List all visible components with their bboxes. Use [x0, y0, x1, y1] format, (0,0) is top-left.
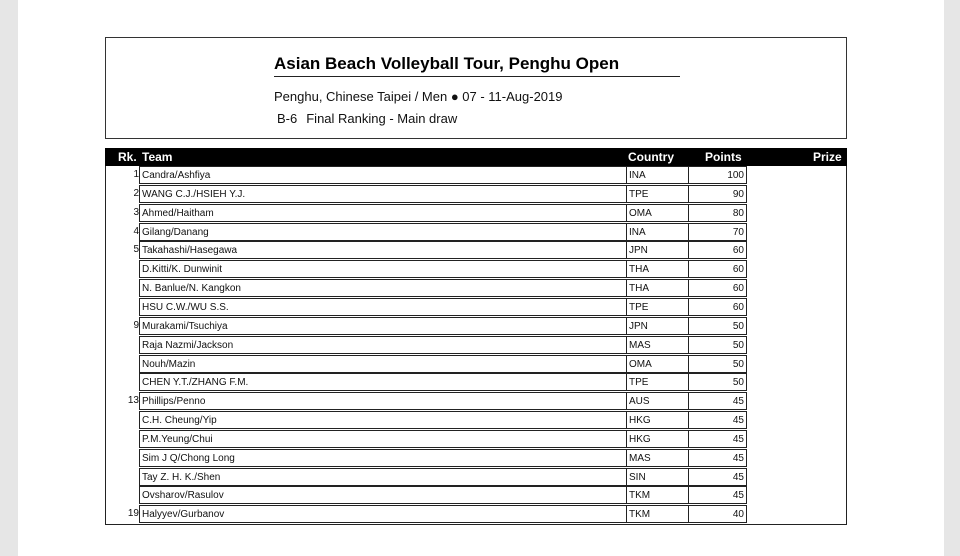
rank-cell [105, 411, 139, 429]
draw-line [277, 111, 457, 126]
document-title: Asian Beach Volleyball Tour, Penghu Open [274, 54, 620, 73]
country-cell: TKM [626, 486, 689, 504]
table-row [105, 279, 847, 298]
country-cell: INA [626, 166, 689, 184]
country-cell: THA [626, 279, 689, 297]
points-cell: 50 [689, 373, 747, 391]
column-header-points: Points [705, 150, 742, 164]
table-header [105, 148, 847, 166]
table-row [105, 336, 847, 355]
team-cell: P.M.Yeung/Chui [139, 430, 626, 448]
rank-cell [105, 486, 139, 504]
points-cell: 80 [689, 204, 747, 222]
table-row [105, 204, 847, 223]
points-cell: 45 [689, 486, 747, 504]
table-row [105, 430, 847, 449]
rank-cell [105, 430, 139, 448]
table-row [105, 411, 847, 430]
points-cell: 45 [689, 468, 747, 486]
table-row [105, 373, 847, 392]
team-cell: HSU C.W./WU S.S. [139, 298, 626, 316]
title-underline [274, 76, 680, 77]
table-row [105, 298, 847, 317]
table-row [105, 185, 847, 204]
points-cell: 90 [689, 185, 747, 203]
draw-code: B-6 [277, 111, 298, 126]
country-cell: OMA [626, 355, 689, 373]
rank-cell: 9 [133, 319, 139, 331]
team-cell: Sim J Q/Chong Long [139, 449, 626, 467]
team-cell: Ahmed/Haitham [139, 204, 626, 222]
country-cell: OMA [626, 204, 689, 222]
rank-cell [105, 279, 139, 297]
points-cell: 60 [689, 298, 747, 316]
table-row [105, 505, 847, 524]
table-row [105, 355, 847, 374]
country-cell: JPN [626, 317, 689, 335]
table-row [105, 260, 847, 279]
rank-cell [105, 468, 139, 486]
team-cell: C.H. Cheung/Yip [139, 411, 626, 429]
rank-cell: 5 [133, 244, 139, 256]
team-cell: Tay Z. H. K./Shen [139, 468, 626, 486]
country-cell: INA [626, 223, 689, 241]
table-row [105, 223, 847, 242]
draw-name: Final Ranking - Main draw [306, 111, 458, 126]
points-cell: 100 [689, 166, 747, 184]
rank-cell [105, 355, 139, 373]
table-row [105, 486, 847, 505]
points-cell: 45 [689, 392, 747, 410]
country-cell: AUS [626, 392, 689, 410]
country-cell: HKG [626, 430, 689, 448]
rank-cell [105, 373, 139, 391]
points-cell: 45 [689, 449, 747, 467]
column-header-prize: Prize [813, 150, 842, 164]
country-cell: TPE [626, 185, 689, 203]
country-cell: THA [626, 260, 689, 278]
team-cell: Ovsharov/Rasulov [139, 486, 626, 504]
rank-cell: 3 [133, 206, 139, 218]
rank-cell: 13 [127, 395, 139, 407]
team-cell: Candra/Ashfiya [139, 166, 626, 184]
team-cell: D.Kitti/K. Dunwinit [139, 260, 626, 278]
team-cell: Nouh/Mazin [139, 355, 626, 373]
column-header-team: Team [142, 150, 173, 164]
team-cell: WANG C.J./HSIEH Y.J. [139, 185, 626, 203]
points-cell: 40 [689, 505, 747, 523]
team-cell: Gilang/Danang [139, 223, 626, 241]
rank-cell [105, 260, 139, 278]
country-cell: MAS [626, 336, 689, 354]
table-row [105, 449, 847, 468]
rank-cell: 19 [127, 508, 139, 520]
points-cell: 45 [689, 430, 747, 448]
country-cell: TPE [626, 373, 689, 391]
table-row [105, 241, 847, 260]
points-cell: 50 [689, 336, 747, 354]
points-cell: 60 [689, 260, 747, 278]
rank-cell [105, 449, 139, 467]
table-row [105, 468, 847, 487]
rank-cell: 1 [133, 169, 139, 180]
points-cell: 60 [689, 279, 747, 297]
points-cell: 60 [689, 241, 747, 259]
team-cell: CHEN Y.T./ZHANG F.M. [139, 373, 626, 391]
country-cell: MAS [626, 449, 689, 467]
table-row [105, 166, 847, 185]
team-cell: Phillips/Penno [139, 392, 626, 410]
event-subtitle: Penghu, Chinese Taipei / Men ● 07 - 11-Aug-2019 [274, 89, 563, 104]
team-cell: Raja Nazmi/Jackson [139, 336, 626, 354]
header-box [105, 37, 847, 139]
team-cell: Takahashi/Hasegawa [139, 241, 626, 259]
country-cell: JPN [626, 241, 689, 259]
team-cell: N. Banlue/N. Kangkon [139, 279, 626, 297]
table-row [105, 392, 847, 411]
rank-cell: 2 [133, 187, 139, 199]
rank-cell [105, 336, 139, 354]
team-cell: Halyyev/Gurbanov [139, 505, 626, 523]
table-row [105, 317, 847, 336]
column-header-country: Country [628, 150, 674, 164]
country-cell: TKM [626, 505, 689, 523]
points-cell: 50 [689, 317, 747, 335]
country-cell: SIN [626, 468, 689, 486]
team-cell: Murakami/Tsuchiya [139, 317, 626, 335]
points-cell: 70 [689, 223, 747, 241]
rank-cell [105, 298, 139, 316]
country-cell: TPE [626, 298, 689, 316]
points-cell: 45 [689, 411, 747, 429]
column-header-rank: Rk. [118, 150, 137, 164]
rank-cell: 4 [133, 225, 139, 237]
points-cell: 50 [689, 355, 747, 373]
country-cell: HKG [626, 411, 689, 429]
